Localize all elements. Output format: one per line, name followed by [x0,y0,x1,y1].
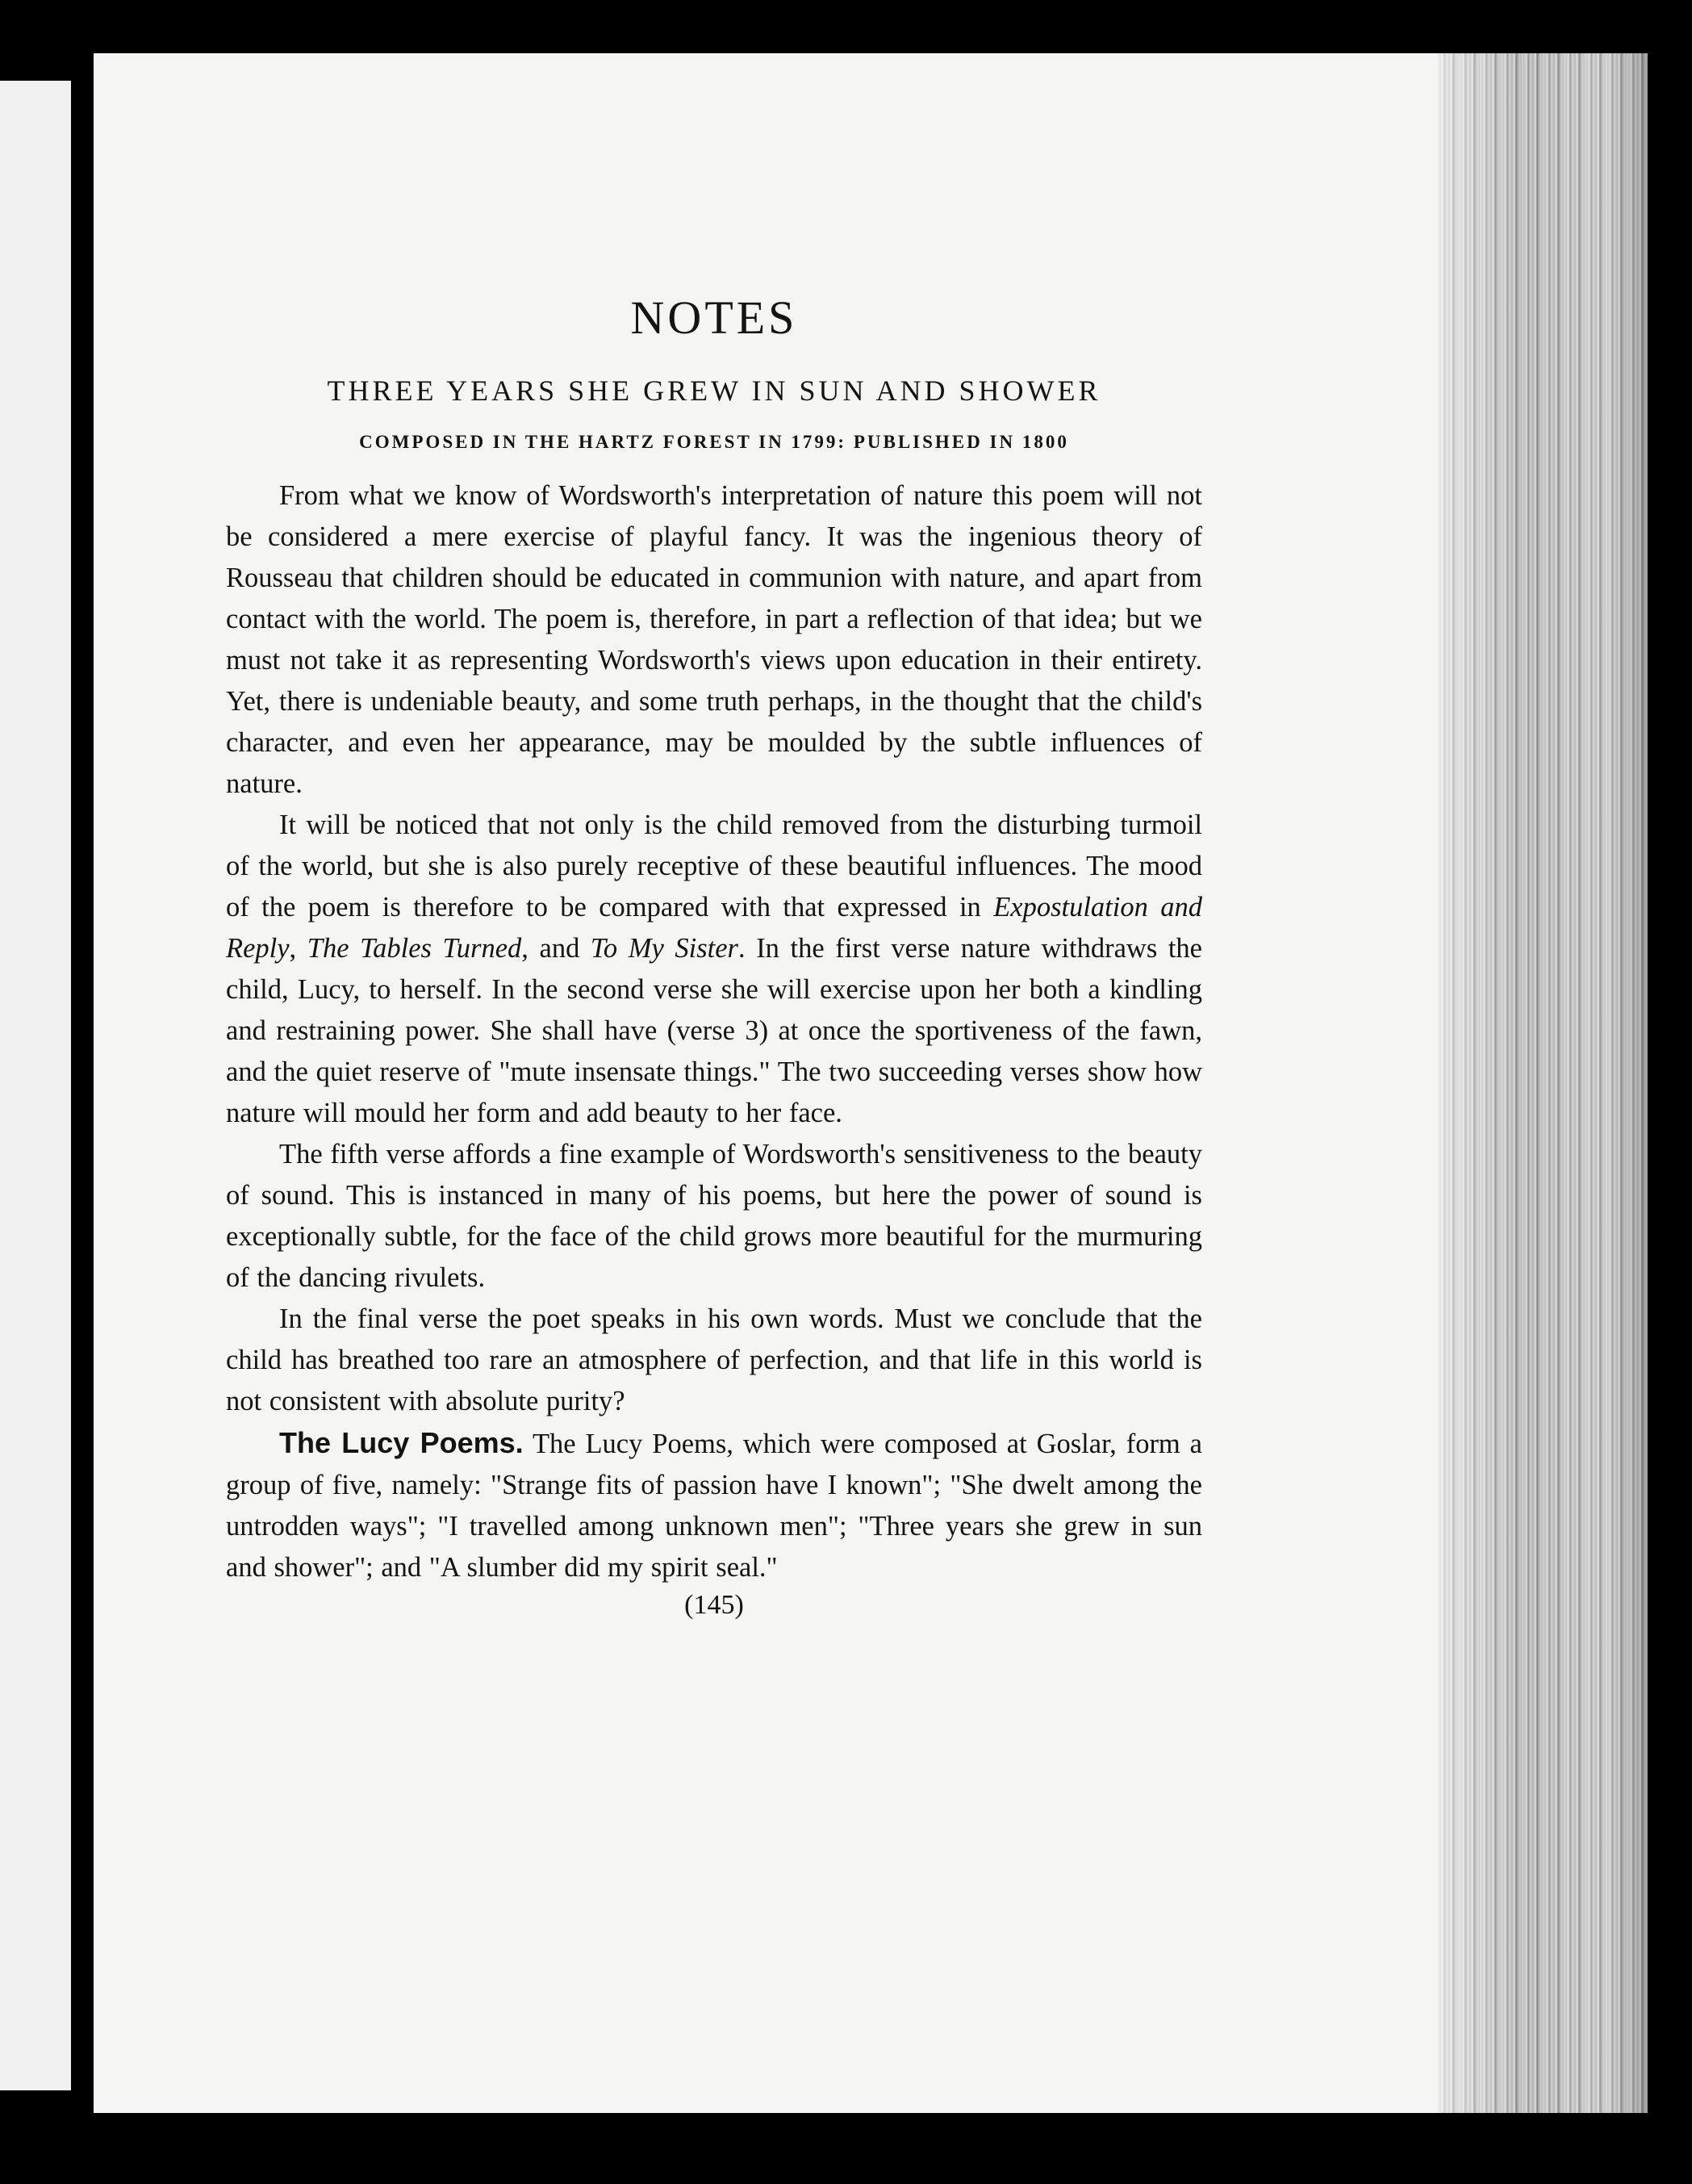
paragraph-2-sep-2: , and [521,933,591,964]
page-stack-shading [1438,53,1648,2113]
poem-title: THREE YEARS SHE GREW IN SUN AND SHOWER [327,374,1101,407]
paragraph-1: From what we know of Wordsworth's interpretation of nature this poem will not be considered a mere exercise of playful fancy. It was the ingenious theory of Rousseau that children should be educated in communion with nature, and apart from contact with the world. The poem is, therefore, in part a reflection of that idea; but we must not take it as representing Wordsworth's views upon education in their entirety. Yet, there is undeniable beauty, and some truth perhaps, in the thought that the child's character, and even her appearance, may be moulded by the subtle influences of nature. [226,480,1202,799]
page-heading: NOTES [630,291,798,344]
lucy-poems-lead: The Lucy Poems. [279,1426,524,1459]
composition-note: COMPOSED IN THE HARTZ FOREST IN 1799: PUBLISHED IN 1800 [359,432,1069,452]
gutter-shadow [71,73,94,2098]
title-expostulation-and-reply: Expostulation and Reply [226,892,1202,964]
page-content [226,291,1202,1621]
title-to-my-sister: To My Sister [590,933,738,964]
paragraph-2-text-b: . In the first verse nature withdraws the child, Lucy, to herself. In the second verse she will exercise upon her both a kindling and restraining power. She shall have (verse 3) at once the sportiveness of the fawn, and the quiet reserve of "mute insensate things." The two succeeding verses show how nature will mould her form and add beauty to her face. [226,933,1202,1128]
title-the-tables-turned: The Tables Turned [307,933,522,964]
paragraph-2 [226,805,1202,1134]
paragraph-3: The fifth verse affords a fine example of Wordsworth's sensitiveness to the beauty of sound. This is instanced in many of his poems, but here the power of sound is exceptionally subtle, for the face of the child grows more beautiful for the murmuring of the dancing rivulets. [226,1139,1202,1293]
lucy-poems-text: The Lucy Poems, which were composed at Goslar, form a group of five, namely: "Strange fits of passion have I known"; "She dwelt among the untrodden ways"; "I travelled among unknown men"; "Three years she grew in sun and shower"; and "A slumber did my spirit seal." [226,1429,1202,1583]
paragraph-2-sep-1: , [289,933,307,964]
previous-page-edge [0,81,71,2090]
paragraph-2-text-a: It will be noticed that not only is the child removed from the disturbing turmoil of the world, but she is also purely receptive of these beautiful influences. The mood of the poem is therefore to be compared with that expressed in [226,810,1202,923]
paragraph-lucy-poems [226,1422,1202,1588]
page-number: (145) [684,1590,744,1620]
paragraph-4: In the final verse the poet speaks in his own words. Must we conclude that the child has breathed too rare an atmosphere of perfection, and that life in this world is not consistent with absolute purity? [226,1303,1202,1416]
